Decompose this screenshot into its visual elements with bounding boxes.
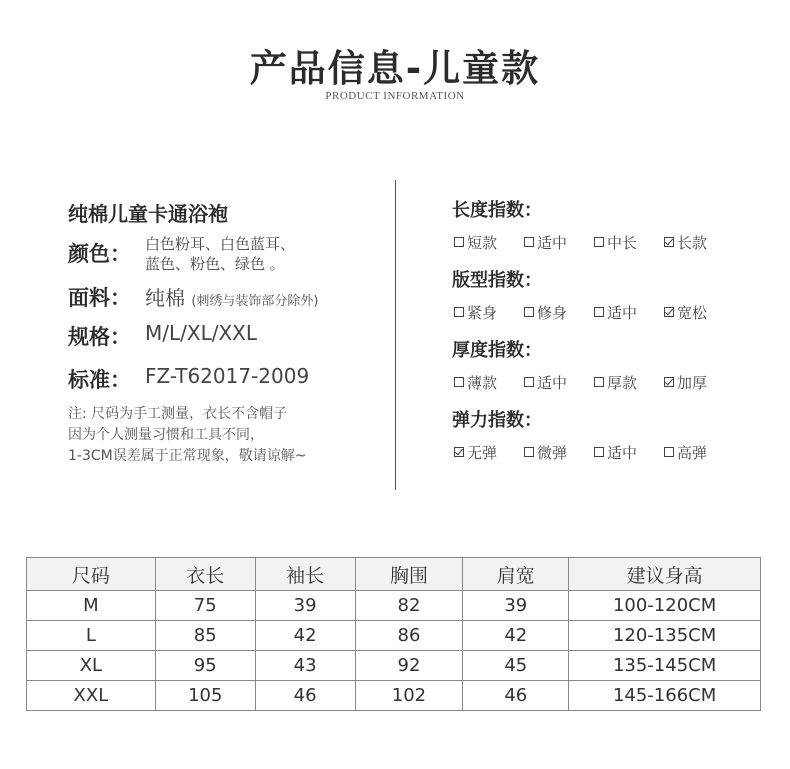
empty-box-icon[interactable]: [454, 307, 464, 317]
index-option-label: 薄款: [467, 374, 498, 392]
page-title: 产品信息-儿童款: [249, 47, 541, 90]
index-option[interactable]: [524, 442, 567, 463]
header-cell: 肩宽: [463, 558, 569, 591]
color-line-1: 白色粉耳、白色蓝耳、: [145, 235, 296, 253]
index-option-label: 宽松: [677, 304, 708, 322]
empty-box-icon[interactable]: [594, 307, 604, 317]
index-option-label: 微弹: [537, 444, 568, 462]
index-option[interactable]: [524, 232, 567, 253]
empty-box-icon[interactable]: [664, 447, 674, 457]
standard-value: FZ-T62017-2009: [145, 364, 310, 388]
note-line-2: 因为个人测量习惯和工具不同，: [68, 427, 264, 443]
table-cell: 105: [155, 681, 255, 711]
table-cell: 85: [155, 621, 255, 651]
empty-box-icon[interactable]: [524, 237, 534, 247]
index-option-label: 无弹: [467, 444, 498, 462]
index-option-label: 修身: [537, 304, 568, 322]
index-option-label: 短款: [467, 234, 498, 252]
table-row: [27, 651, 761, 681]
index-option-label: 适中: [537, 234, 568, 252]
index-title: 版型指数：: [452, 270, 542, 291]
index-option[interactable]: [524, 372, 567, 393]
index-option-label: 适中: [607, 304, 638, 322]
note-line-3: 1-3CM误差属于正常现象，敬请谅解~: [68, 448, 307, 464]
color-line-2: 蓝色、粉色、绿色 。: [145, 255, 285, 273]
size-table-header-row: [27, 558, 761, 591]
checked-box-icon[interactable]: [664, 307, 674, 317]
table-row: [27, 681, 761, 711]
table-cell: XL: [27, 651, 156, 681]
table-cell: 95: [155, 651, 255, 681]
index-title: 长度指数：: [452, 200, 542, 221]
index-option-label: 长款: [677, 234, 708, 252]
spec-label: 规格：: [68, 325, 131, 349]
index-option[interactable]: [524, 302, 567, 323]
table-cell: 86: [355, 621, 463, 651]
table-cell: 120-135CM: [569, 621, 761, 651]
checked-box-icon[interactable]: [454, 447, 464, 457]
vertical-divider: [395, 180, 396, 490]
spec-value: M/L/XL/XXL: [145, 321, 258, 345]
index-option-label: 中长: [607, 234, 638, 252]
index-option[interactable]: [664, 442, 707, 463]
product-name: 纯棉儿童卡通浴袍: [68, 202, 228, 226]
index-option[interactable]: [454, 372, 497, 393]
table-cell: 45: [463, 651, 569, 681]
fabric-note: (刺绣与装饰部分除外): [191, 294, 319, 309]
index-title: 厚度指数：: [452, 340, 542, 361]
empty-box-icon[interactable]: [594, 237, 604, 247]
table-cell: 43: [255, 651, 355, 681]
fabric-value: [145, 282, 319, 311]
index-title: 弹力指数：: [452, 410, 542, 431]
index-option[interactable]: [664, 232, 707, 253]
fabric-label: 面料：: [68, 286, 131, 310]
index-option[interactable]: [454, 302, 497, 323]
color-label: 颜色：: [68, 242, 131, 266]
header-cell: 尺码: [27, 558, 156, 591]
index-option[interactable]: [664, 372, 707, 393]
table-cell: 82: [355, 591, 463, 621]
index-option-label: 紧身: [467, 304, 498, 322]
header-cell: 袖长: [255, 558, 355, 591]
standard-label: 标准：: [68, 368, 131, 392]
table-cell: 100-120CM: [569, 591, 761, 621]
size-table: [26, 557, 761, 711]
empty-box-icon[interactable]: [454, 237, 464, 247]
table-row: [27, 591, 761, 621]
index-option[interactable]: [594, 302, 637, 323]
index-option-label: 适中: [537, 374, 568, 392]
table-cell: L: [27, 621, 156, 651]
header-cell: 衣长: [155, 558, 255, 591]
color-value: [145, 234, 295, 274]
checked-box-icon[interactable]: [664, 237, 674, 247]
table-cell: 135-145CM: [569, 651, 761, 681]
table-cell: 46: [463, 681, 569, 711]
index-option-label: 加厚: [677, 374, 708, 392]
header-cell: 胸围: [355, 558, 463, 591]
index-option[interactable]: [454, 442, 497, 463]
table-cell: 92: [355, 651, 463, 681]
measurement-note: [68, 404, 306, 467]
table-cell: 42: [463, 621, 569, 651]
page-subtitle: PRODUCT INFORMATION: [325, 90, 465, 102]
table-cell: 145-166CM: [569, 681, 761, 711]
empty-box-icon[interactable]: [454, 377, 464, 387]
index-option[interactable]: [594, 232, 637, 253]
note-line-1: 注: 尺码为手工测量，衣长不含帽子: [68, 406, 288, 422]
index-option[interactable]: [594, 442, 637, 463]
table-cell: 39: [255, 591, 355, 621]
table-cell: 39: [463, 591, 569, 621]
fabric-main: 纯棉: [145, 286, 185, 310]
index-option-label: 厚款: [607, 374, 638, 392]
table-cell: 46: [255, 681, 355, 711]
empty-box-icon[interactable]: [594, 377, 604, 387]
table-cell: 42: [255, 621, 355, 651]
table-row: [27, 621, 761, 651]
table-cell: XXL: [27, 681, 156, 711]
index-option[interactable]: [664, 302, 707, 323]
empty-box-icon[interactable]: [524, 447, 534, 457]
table-cell: 75: [155, 591, 255, 621]
index-option-label: 高弹: [677, 444, 708, 462]
empty-box-icon[interactable]: [524, 377, 534, 387]
table-cell: 102: [355, 681, 463, 711]
header-cell: 建议身高: [569, 558, 761, 591]
empty-box-icon[interactable]: [524, 307, 534, 317]
index-option[interactable]: [454, 232, 497, 253]
index-option-label: 适中: [607, 444, 638, 462]
index-option[interactable]: [594, 372, 637, 393]
table-cell: M: [27, 591, 156, 621]
empty-box-icon[interactable]: [594, 447, 604, 457]
checked-box-icon[interactable]: [664, 377, 674, 387]
